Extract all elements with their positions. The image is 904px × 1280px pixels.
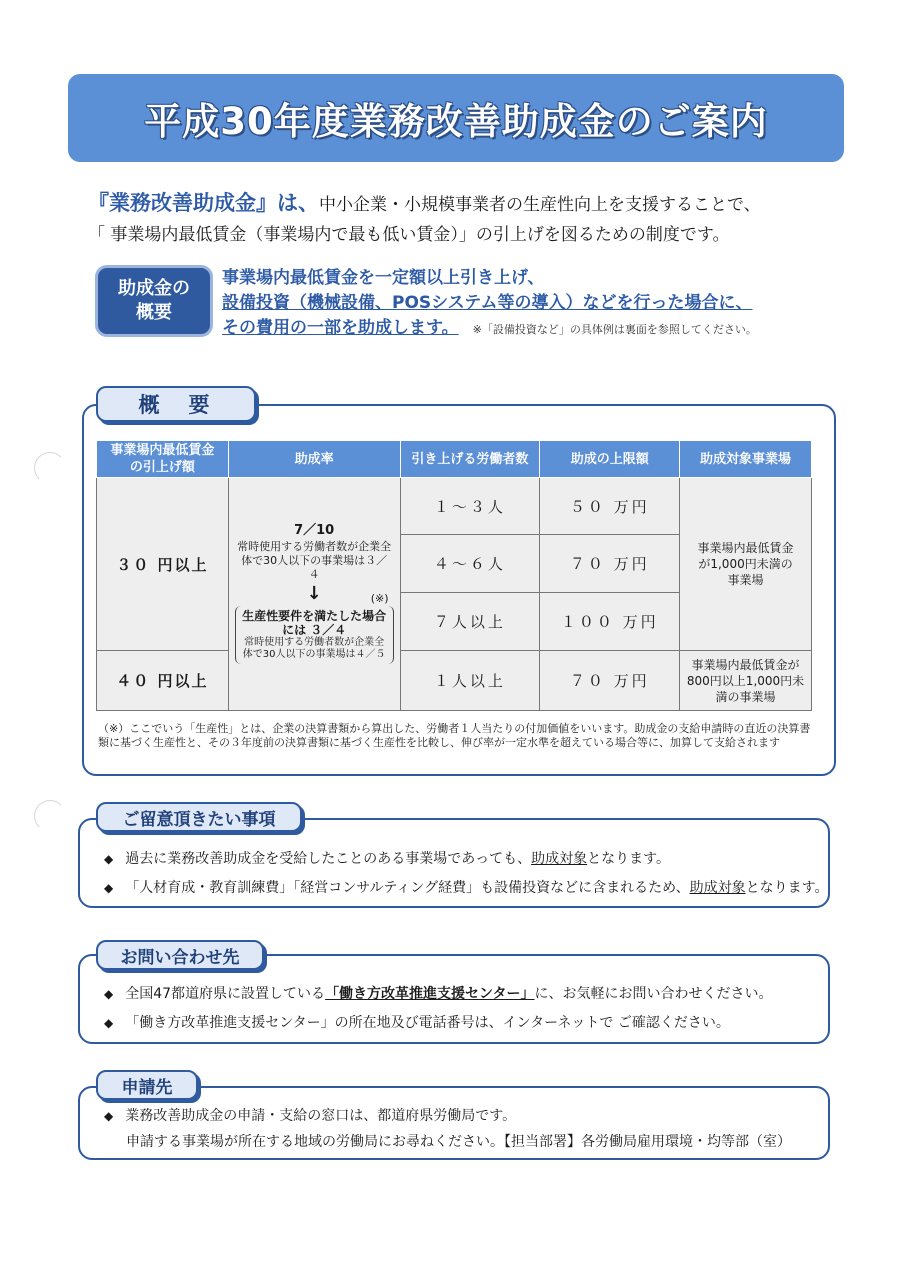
diamond-bullet-icon: ◆ xyxy=(104,987,114,1001)
intro-line1: 中小企業・小規模事業者の生産性向上を支援することで、 xyxy=(319,195,761,215)
punch-hole-bottom xyxy=(34,800,66,832)
list-item: ◆ 業務改善助成金の申請・支給の窓口は、都道府県労働局です。 xyxy=(104,1108,517,1124)
rate-cell xyxy=(228,478,400,711)
table-header-row xyxy=(97,441,812,478)
header-workers: 引き上げる労働者数 xyxy=(400,441,540,478)
list-item: ◆ 「働き方改革推進支援センター」の所在地及び電話番号は、インターネットで ご確認ください。 xyxy=(104,1015,730,1031)
intro-line2: 「 事業場内最低賃金（事業場内で最も低い賃金）」の引上げを図るための制度です。 xyxy=(88,225,730,245)
header-target: 助成対象事業場 xyxy=(680,441,812,478)
notice-list xyxy=(104,845,828,903)
title-banner xyxy=(68,74,844,162)
notice-tab: ご留意頂きたい事項 xyxy=(96,802,302,832)
table-row xyxy=(97,478,812,535)
diamond-bullet-icon: ◆ xyxy=(104,1109,114,1123)
target-1: 事業場内最低賃金が1,000円未満の事業場 xyxy=(680,478,812,651)
contact-list xyxy=(104,980,773,1038)
overview-line3: その費用の一部を助成します。 xyxy=(222,318,459,338)
target-2: 事業場内最低賃金が800円以上1,000円未満の事業場 xyxy=(680,651,812,711)
overview-text xyxy=(222,266,842,342)
grant-table xyxy=(96,440,812,711)
cap-3: １００ 万円 xyxy=(540,593,680,651)
cap-2: ７０ 万円 xyxy=(540,535,680,593)
apply-list xyxy=(104,1103,791,1155)
raise-30: ３０ 円以上 xyxy=(97,478,229,651)
workers-4: １人以上 xyxy=(400,651,540,711)
rate-main-note: 常時使用する労働者数が企業全体で30人以下の事業場は３／４ xyxy=(237,540,392,581)
table-row xyxy=(97,651,812,711)
list-item: ◆ 過去に業務改善助成金を受給したことのある事業場であっても、助成対象となります。 xyxy=(104,851,670,867)
workers-3: ７人以上 xyxy=(400,593,540,651)
intro-text xyxy=(88,188,848,250)
header-cap: 助成の上限額 xyxy=(540,441,680,478)
rate-condition xyxy=(235,592,394,664)
list-item: ◆ 全国47都道府県に設置している「働き方改革推進支援センター」に、お気軽にお問い合わせください。 xyxy=(104,986,773,1002)
overview-badge xyxy=(95,265,213,337)
contact-tab: お問い合わせ先 xyxy=(96,940,264,970)
overview-line1: 事業場内最低賃金を一定額以上引き上げ、 xyxy=(222,268,545,288)
header-raise: 事業場内最低賃金 の引上げ額 xyxy=(97,441,229,478)
page-title: 平成30年度業務改善助成金のご案内 xyxy=(144,100,768,143)
diamond-bullet-icon: ◆ xyxy=(104,852,114,866)
summary-tab: 概 要 xyxy=(96,386,256,422)
overview-badge-line1: 助成金の xyxy=(118,278,190,299)
list-item: ◆ 「人材育成・教育訓練費」「経営コンサルティング経費」も設備投資などに含まれるため、助成対象となります。 xyxy=(104,880,829,896)
diamond-bullet-icon: ◆ xyxy=(104,1016,114,1030)
overview-badge-line2: 概要 xyxy=(136,302,172,323)
rate-cond: 生産性要件を満たした場合には ３／４ xyxy=(242,609,387,637)
rate-cond-note: 常時使用する労働者数が企業全体で30人以下の事業場は４／５ xyxy=(242,637,386,660)
apply-tab: 申請先 xyxy=(96,1070,198,1100)
overview-note: ※「設備投資など」の具体例は裏面を参照してください。 xyxy=(472,323,757,336)
cap-4: ７０ 万円 xyxy=(540,651,680,711)
workers-1: １～３人 xyxy=(400,478,540,535)
arrow-down-icon: ↓ xyxy=(306,583,322,604)
raise-40: ４０ 円以上 xyxy=(97,651,229,711)
workers-2: ４～６人 xyxy=(400,535,540,593)
rate-main: 7／10 xyxy=(294,523,335,538)
punch-hole-top xyxy=(34,452,66,484)
overview-line2: 設備投資（機械設備、POSシステム等の導入）などを行った場合に、 xyxy=(222,293,753,313)
cap-1: ５０ 万円 xyxy=(540,478,680,535)
rate-mark: (※) xyxy=(370,592,389,605)
diamond-bullet-icon: ◆ xyxy=(104,881,114,895)
list-item: 申請する事業場が所在する地域の労働局にお尋ねください。【担当部署】各労働局雇用環境・均等部（室） xyxy=(126,1134,791,1150)
intro-emphasis: 『業務改善助成金』は、 xyxy=(88,191,319,215)
footnote: （※）ここでいう「生産性」とは、企業の決算書類から算出した、労働者１人当たりの付加価値をいいます。助成金の支給申請時の直近の決算書類に基づく生産性と、その３年度前の決算書類に基づく生産性を比較し、伸び率が一定水準を超えている場合等に、加算して支給されます xyxy=(98,722,811,749)
header-rate: 助成率 xyxy=(228,441,400,478)
